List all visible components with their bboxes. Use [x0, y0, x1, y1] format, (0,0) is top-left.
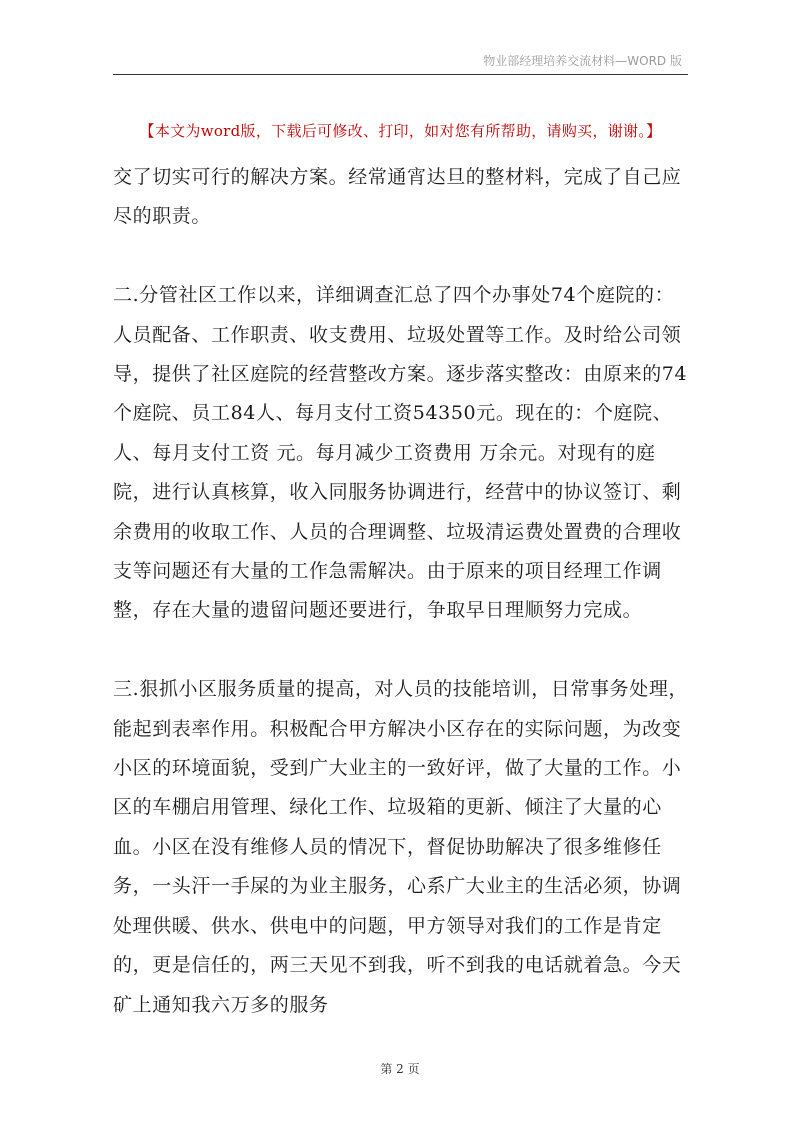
paragraph-section-three: 三.狠抓小区服务质量的提高，对人员的技能培训，日常事务处理，能起到表率作用。积极配合甲方解决小区存在的实际问题，为改变小区的环境面貌，受到广大业主的一致好评，做了大量的工作。小区的车棚启用管理、绿化工作、垃圾箱的更新、倾注了大量的心血。小区在没有维修人员的情况下，督促协助解决了很多维修任务，一头汗一手屎的为业主服务，心系广大业主的生活必须，协调处理供暖、供水、供电中的问题，甲方领导对我们的工作是肯定的，更是信任的，两三天见不到我，听不到我的电话就着急。今天矿上通知我六万多的服务 [113, 678, 689, 1016]
header-title: 物业部经理培养交流材料—WORD 版 [483, 54, 682, 68]
paragraph-section-two: 二.分管社区工作以来，详细调查汇总了四个办事处74个庭院的：人员配备、工作职责、收支费用、垃圾处置等工作。及时给公司领导，提供了社区庭院的经营整改方案。逐步落实整改：由原来的74个庭院、员工84人、每月支付工资54350元。现在的：个庭院、人、每月支付工资 元。每月减少工资费用 万余元。对现有的庭院，进行认真核算，收入同服务协调进行，经营中的协议签订、剩余费用的收取工作、人员的合理调整、垃圾清运费处置费的合理收支等问题还有大量的工作急需解决。由于原来的项目经理工作调整，存在大量的遗留问题还要进行，争取早日理顺努力完成。 [113, 284, 688, 622]
purchase-notice: 【本文为word版，下载后可修改、打印，如对您有所帮助，请购买，谢谢。】 [139, 122, 662, 140]
header-divider [113, 74, 688, 75]
page-number: 第 2 页 [380, 1062, 420, 1076]
paragraph-gap [113, 631, 691, 670]
document-body [113, 158, 691, 1025]
paragraph-gap [113, 237, 691, 276]
paragraph-continuation: 交了切实可行的解决方案。经常通宵达旦的整材料，完成了自己应尽的职责。 [113, 166, 682, 228]
